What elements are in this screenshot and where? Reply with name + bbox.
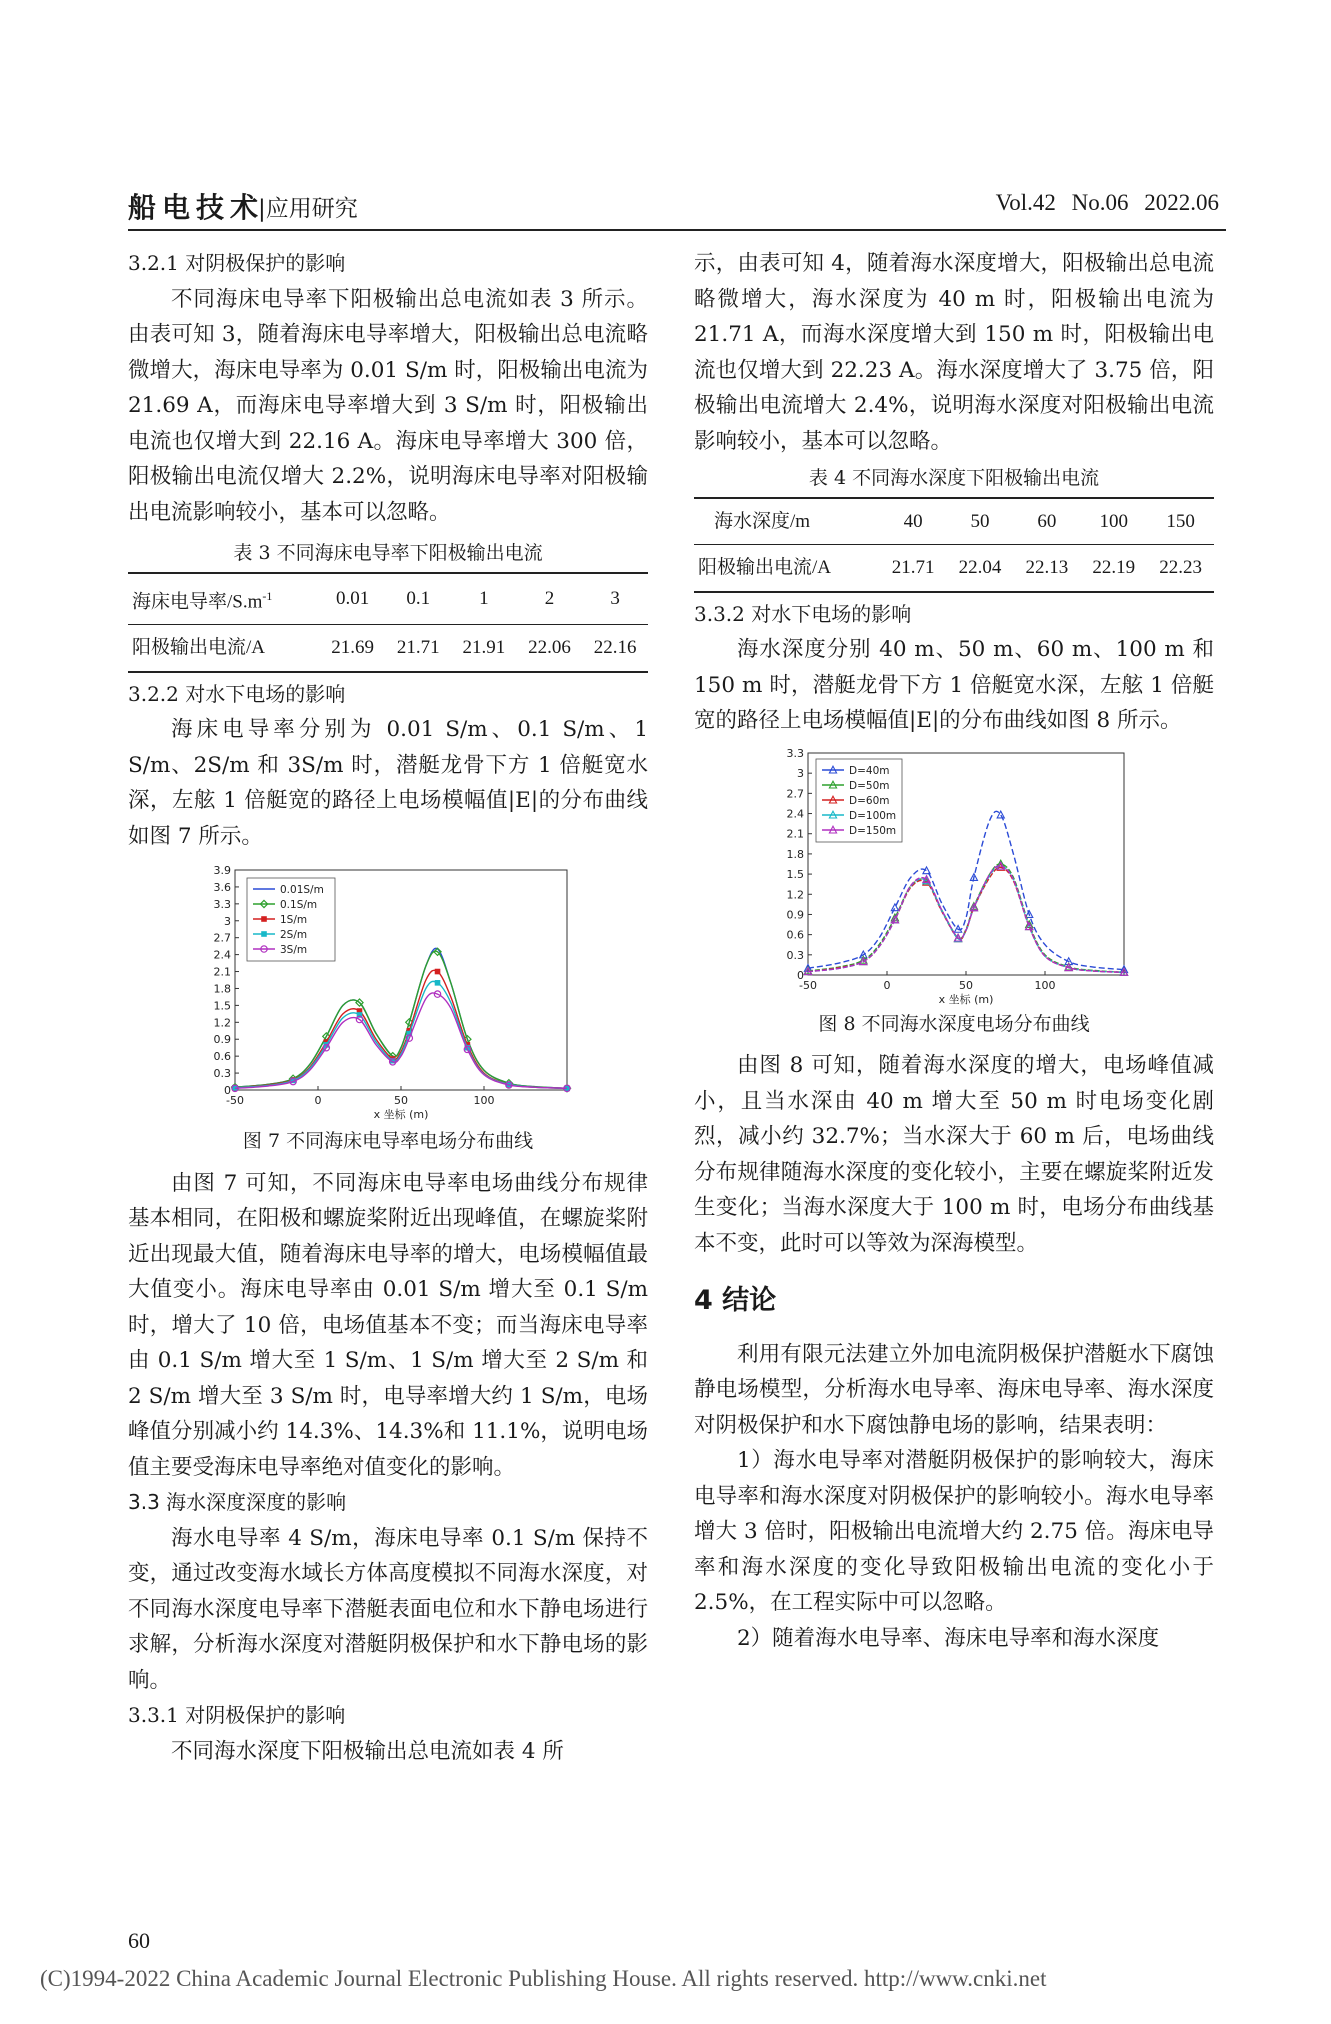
legend-label: D=60m [849, 794, 890, 807]
section-3-2-2-title: 3.2.2 对水下电场的影响 [128, 681, 346, 706]
section-name: |应用研究 [258, 196, 358, 222]
y-tick-label: 0 [224, 1084, 231, 1098]
table-4-cell: 21.71 [880, 545, 947, 592]
legend-label: 0.01S/m [280, 884, 324, 897]
legend-label: D=150m [849, 824, 897, 837]
section-3-3-title: 3.3 海水深度深度的影响 [128, 1490, 347, 1515]
table-4-head-label: 海水深度/m [694, 498, 880, 545]
table-4-caption: 表 4 不同海水深度下阳极输出电流 [808, 467, 1100, 489]
journal-brand: 船电技术 [128, 191, 265, 224]
table-3-head-cell: 2 [517, 573, 583, 625]
y-tick-label: 3.6 [213, 881, 231, 895]
section-4-title: 4 结论 [694, 1285, 777, 1316]
y-tick-label: 2.4 [213, 948, 231, 962]
y-tick-label: 0 [797, 968, 804, 982]
x-tick-label: -50 [799, 978, 817, 992]
x-axis-label: x 坐标 (m) [938, 992, 994, 1006]
y-tick-label: 0.3 [786, 948, 804, 962]
data-point [435, 980, 441, 986]
section-3-3-2-title: 3.3.2 对水下电场的影响 [694, 601, 912, 626]
legend-marker [261, 932, 267, 938]
left-column [128, 246, 648, 1769]
y-tick-label: 0.6 [213, 1050, 231, 1064]
section-3-3-1-continued: 示，由表可知 4，随着海水深度增大，阳极输出总电流略微增大，海水深度为 40 m 时，阳极输出电流为 21.71 A，而海水深度增大到 150 m 时，阳极输出电流也仅增大到 22.23 A。海水深度增大了 3.75 倍，阳极输出电流增大 2.4%，说明海水深度对阳极输出电流影响较小，基本可以忽略。 [694, 251, 1214, 454]
table-4-cell: 22.19 [1080, 545, 1147, 592]
figure-7-discussion: 由图 7 可知，不同海床电导率电场曲线分布规律基本相同，在阳极和螺旋桨附近出现峰值，在螺旋桨附近出现最大值，随着海床电导率的增大，电场模幅值最大值变小。海床电导率由 0.01 S/m 增大至 0.1 S/m 时，增大了 10 倍，电场值基本不变；而当海床电导率由 0.1 S/m 增大至 1 S/m、1 S/m 增大至 2 S/m 和 2 S/m 增大至 3 S/m 时，电导率增大约 1 S/m，电场峰值分别减小约 14.3%、14.3%和 11.1%，说明电场值主要受海床电导率绝对值变化的影响。 [128, 1170, 648, 1480]
table-3-head-cell: 3 [582, 573, 648, 625]
section-3-3-paragraph: 海水电导率 4 S/m，海床电导率 0.1 S/m 保持不变，通过改变海水域长方体高度模拟不同海水深度，对不同海水深度电导率下潜艇表面电位和水下静电场进行求解，分析海水深度对潜艇阴极保护和水下静电场的影响。 [128, 1525, 648, 1693]
y-tick-label: 3 [224, 915, 231, 929]
y-tick-label: 0.6 [786, 928, 804, 942]
figure-7-caption: 图 7 不同海床电导率电场分布曲线 [242, 1130, 534, 1153]
y-tick-label: 2.1 [213, 965, 231, 979]
x-tick-label: 100 [473, 1094, 495, 1108]
x-tick-label: -50 [226, 1094, 244, 1108]
section-3-3-1-title: 3.3.1 对阴极保护的影响 [128, 1703, 346, 1728]
section-3-2-1-title: 3.2.1 对阴极保护的影响 [128, 251, 346, 275]
table-3-cell: 21.91 [451, 625, 517, 672]
y-tick-label: 1.2 [213, 1016, 231, 1030]
y-tick-label: 1.2 [786, 887, 804, 901]
copyright-footer: (C)1994-2022 China Academic Journal Electronic Publishing House. All rights reserved. http://www.cnki.net [40, 1966, 1047, 1991]
table-3-head-cell: 0.01 [320, 573, 386, 625]
table-4-cell: 22.13 [1013, 545, 1080, 592]
y-tick-label: 1.5 [213, 999, 231, 1013]
y-tick-label: 2.7 [213, 932, 231, 946]
right-column [694, 246, 1214, 1656]
x-tick-label: 50 [959, 978, 973, 992]
table-4-cell: 22.04 [947, 545, 1014, 592]
legend-label: 3S/m [280, 944, 308, 957]
figure-7-chart [193, 862, 583, 1124]
x-axis-label: x 坐标 (m) [373, 1108, 429, 1122]
x-tick-label: 50 [394, 1094, 408, 1108]
table-4-head-cell: 60 [1013, 498, 1080, 545]
conclusion-point-1: 1）海水电导率对潜艇阴极保护的影响较大，海床电导率和海水深度对阴极保护的影响较小。海水电导率增大 3 倍时，阳极输出电流增大约 2.75 倍。海床电导率和海水深度的变化导致阳极输出电流的变化小于 2.5%，在工程实际中可以忽略。 [694, 1448, 1214, 1615]
x-tick-label: 0 [314, 1094, 322, 1108]
figure-8-caption: 图 8 不同海水深度电场分布曲线 [818, 1012, 1090, 1035]
table-3-cell: 21.69 [320, 625, 386, 672]
section-3-2-1-paragraph: 不同海床电导率下阳极输出总电流如表 3 所示。由表可知 3，随着海床电导率增大，阳极输出总电流略微增大，海床电导率为 0.01 S/m 时，阳极输出电流为 21.69 A，而海床电导率增大到 3 S/m 时，阳极输出电流也仅增大到 22.16 A。海床电导率增大 300 倍，阳极输出电流仅增大 2.2%，说明海床电导率对阳极输出电流影响较小，基本可以忽略。 [128, 286, 648, 525]
conclusion-point-2: 2）随着海水电导率、海床电导率和海水深度 [737, 1625, 1160, 1651]
table-3-caption: 表 3 不同海床电导率下阳极输出电流 [233, 542, 543, 564]
header-rule [128, 229, 1226, 231]
table-4-head-cell: 50 [947, 498, 1014, 545]
y-tick-label: 0.9 [786, 907, 804, 921]
x-tick-label: 100 [1034, 978, 1056, 992]
legend-label: 2S/m [280, 929, 308, 942]
y-tick-label: 2.1 [786, 827, 804, 841]
conclusion-intro: 利用有限元法建立外加电流阴极保护潜艇水下腐蚀静电场模型，分析海水电导率、海床电导率、海水深度对阴极保护和水下腐蚀静电场的影响，结果表明： [694, 1341, 1214, 1438]
issue-info: Vol.42 No.06 2022.06 [995, 190, 1219, 215]
y-tick-label: 1.5 [786, 867, 804, 881]
table-4-head-cell: 100 [1080, 498, 1147, 545]
table-3-cell: 22.16 [582, 625, 648, 672]
data-point [435, 969, 441, 975]
section-3-3-1-paragraph: 不同海水深度下阳极输出总电流如表 4 所 [171, 1738, 564, 1764]
y-tick-label: 2.4 [786, 807, 804, 821]
y-tick-label: 1.8 [213, 982, 231, 996]
table-4-row-label: 阳极输出电流/A [694, 545, 880, 592]
x-tick-label: 0 [883, 978, 891, 992]
table-4-head-cell: 40 [880, 498, 947, 545]
table-3-head-cell: 1 [451, 573, 517, 625]
table-4-head-cell: 150 [1147, 498, 1214, 545]
legend-label: 1S/m [280, 914, 308, 927]
table-3-row-label: 阳极输出电流/A [128, 625, 320, 672]
y-tick-label: 3.3 [213, 898, 231, 912]
legend-marker [261, 917, 267, 923]
y-tick-label: 3.9 [213, 864, 231, 878]
figure-8-chart [774, 745, 1134, 1007]
y-tick-label: 0.3 [213, 1067, 231, 1081]
table-4-cell: 22.23 [1147, 545, 1214, 592]
legend-label: D=50m [849, 779, 890, 792]
y-tick-label: 2.7 [786, 786, 804, 800]
legend-label: D=40m [849, 764, 890, 777]
table-3-cell: 22.06 [517, 625, 583, 672]
table-3-head-label: 海床电导率$/S.m^{-1}$ [128, 573, 320, 625]
legend-label: D=100m [849, 809, 897, 822]
y-tick-label: 1.8 [786, 847, 804, 861]
section-3-2-2-paragraph: 海床电导率分别为 0.01 S/m、0.1 S/m、1 S/m、2S/m 和 3S/m 时，潜艇龙骨下方 1 倍艇宽水深，左舷 1 倍艇宽的路径上电场模幅值|E|的分布曲线如图 7 所示。 [128, 717, 648, 849]
y-tick-label: 0.9 [213, 1033, 231, 1047]
table-3-head-cell: 0.1 [385, 573, 451, 625]
table-4 [694, 497, 1214, 593]
table-3-cell: 21.71 [385, 625, 451, 672]
y-tick-label: 3 [797, 766, 804, 780]
y-tick-label: 3.3 [786, 746, 804, 760]
section-3-3-2-paragraph: 海水深度分别 40 m、50 m、60 m、100 m 和 150 m 时，潜艇龙骨下方 1 倍艇宽水深，左舷 1 倍艇宽的路径上电场模幅值|E|的分布曲线如图 8 所示。 [694, 637, 1214, 733]
page-number: 60 [128, 1928, 150, 1953]
legend-label: 0.1S/m [280, 899, 318, 912]
table-3 [128, 572, 648, 673]
figure-8-discussion: 由图 8 可知，随着海水深度的增大，电场峰值减小，且当水深由 40 m 增大至 50 m 时电场变化剧烈，减小约 32.7%；当水深大于 60 m 后，电场曲线分布规律随海水深度的变化较小，主要在螺旋桨附近发生变化；当海水深度大于 100 m 时，电场分布曲线基本不变，此时可以等效为深海模型。 [694, 1053, 1214, 1256]
